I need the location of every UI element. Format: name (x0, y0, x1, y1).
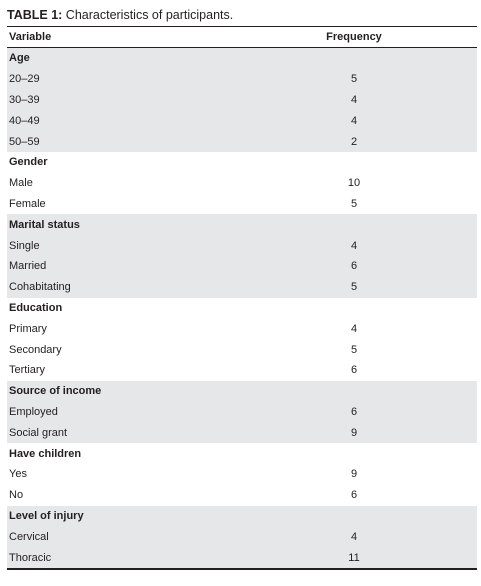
group-label: Level of injury (9, 509, 84, 522)
row-frequency: 4 (350, 322, 358, 335)
row-label: 50–59 (9, 135, 40, 148)
group-header-row (7, 506, 477, 527)
row-label: Yes (9, 468, 27, 481)
table-row (7, 526, 477, 547)
row-label: Social grant (9, 426, 68, 439)
row-label: Cohabitating (9, 281, 71, 294)
row-label: Female (9, 197, 46, 210)
group-label: Gender (9, 156, 48, 169)
table-row (7, 110, 477, 131)
row-frequency: 5 (350, 73, 358, 86)
row-label: 40–49 (9, 114, 40, 127)
group-label: Education (9, 301, 63, 314)
row-label: Secondary (9, 343, 62, 356)
table-caption (7, 8, 477, 24)
table-header-row (7, 27, 477, 48)
row-label: Tertiary (9, 364, 46, 377)
row-label: Single (9, 239, 40, 252)
group-header-row (7, 298, 477, 319)
group-label: Have children (9, 447, 82, 460)
row-frequency: 2 (350, 135, 358, 148)
row-frequency: 6 (350, 489, 358, 502)
table-container (7, 0, 477, 570)
group-header-row (7, 48, 477, 69)
row-frequency: 4 (350, 530, 358, 543)
row-frequency: 5 (350, 281, 358, 294)
row-label: 30–39 (9, 93, 40, 106)
table-row (7, 90, 477, 111)
row-label: 20–29 (9, 73, 40, 86)
row-label: Primary (9, 322, 47, 335)
group-header-row (7, 443, 477, 464)
row-frequency: 11 (348, 551, 360, 564)
table-row (7, 69, 477, 90)
header-frequency: Frequency (326, 31, 382, 43)
table-row (7, 131, 477, 152)
table-row (7, 339, 477, 360)
table-row (7, 547, 477, 568)
table-row (7, 277, 477, 298)
table-row (7, 235, 477, 256)
row-frequency: 5 (350, 197, 358, 210)
group-label: Marital status (9, 218, 80, 231)
table-caption-label: TABLE 1: (7, 8, 63, 22)
table-row (7, 194, 477, 215)
row-frequency: 6 (350, 260, 358, 273)
row-frequency: 10 (347, 177, 361, 190)
table-row (7, 360, 477, 381)
row-frequency: 4 (350, 93, 358, 106)
row-frequency: 6 (350, 364, 358, 377)
table-caption-text: Characteristics of participants. (62, 8, 234, 22)
table-row (7, 485, 477, 506)
table-row (7, 318, 477, 339)
row-label: Male (9, 177, 33, 190)
row-label: Cervical (9, 530, 49, 543)
row-frequency: 9 (350, 468, 358, 481)
table-row (7, 464, 477, 485)
table-row (7, 256, 477, 277)
row-label: Thoracic (9, 551, 52, 564)
row-label: No (9, 489, 24, 502)
row-label: Employed (9, 405, 58, 418)
header-variable: Variable (9, 31, 52, 43)
row-frequency: 5 (350, 343, 358, 356)
table-row (7, 173, 477, 194)
table-row (7, 422, 477, 443)
group-label: Age (9, 52, 30, 65)
group-header-row (7, 214, 477, 235)
table-row (7, 402, 477, 423)
row-frequency: 9 (350, 426, 358, 439)
group-label: Source of income (9, 385, 102, 398)
group-header-row (7, 381, 477, 402)
table-bottom-rule (7, 568, 477, 570)
group-header-row (7, 152, 477, 173)
row-frequency: 4 (350, 114, 358, 127)
table-body (7, 48, 477, 568)
row-frequency: 6 (350, 405, 358, 418)
row-label: Married (9, 260, 47, 273)
row-frequency: 4 (350, 239, 358, 252)
